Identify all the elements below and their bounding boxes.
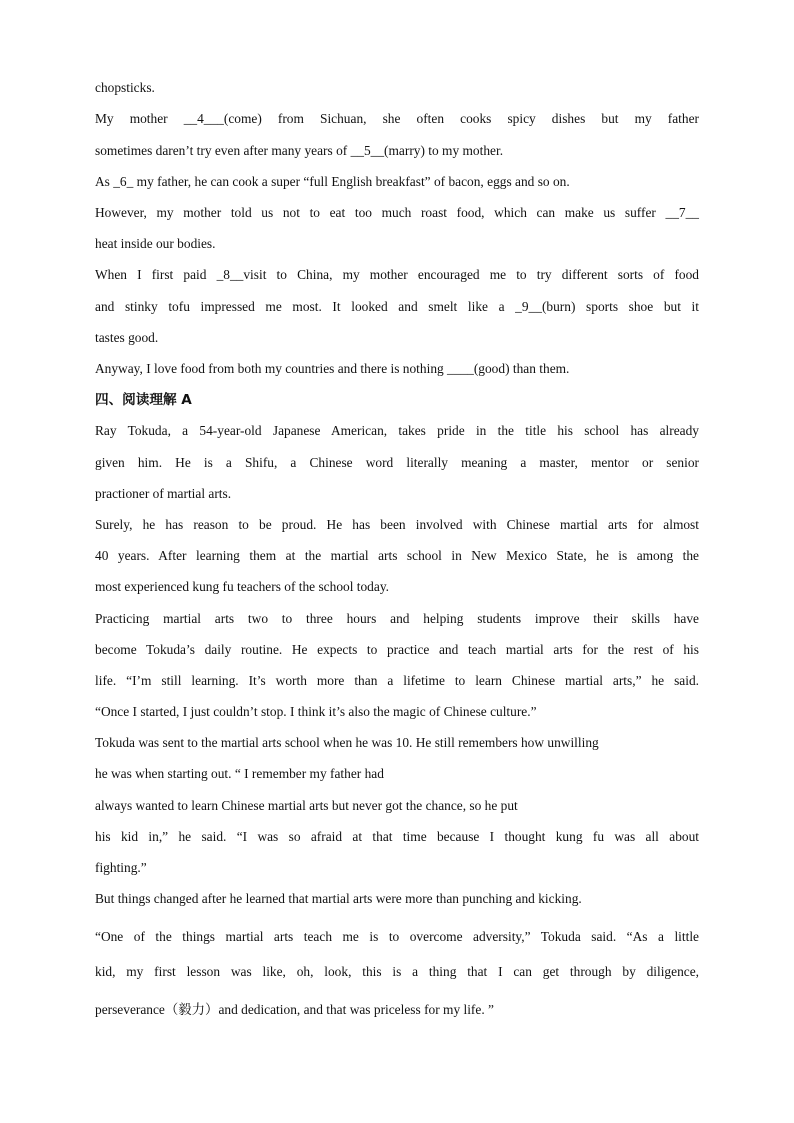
reading-line: 40 years. After learning them at the martial arts school in New Mexico State, he is among the bbox=[95, 548, 699, 563]
reading-line: Surely, he has reason to be proud. He has been involved with Chinese martial arts for almost bbox=[95, 517, 699, 532]
reading-line: his kid in,” he said. “I was so afraid at that time because I thought kung fu was all about bbox=[95, 829, 699, 844]
passage-line: When I first paid _8__visit to China, my mother encouraged me to try different sorts of food bbox=[95, 267, 699, 282]
passage-line: Anyway, I love food from both my countries and there is nothing ____(good) than them. bbox=[95, 361, 570, 376]
passage-line: and stinky tofu impressed me most. It looked and smelt like a _9__(burn) sports shoe but it bbox=[95, 299, 699, 314]
reading-line: Ray Tokuda, a 54-year-old Japanese American, takes pride in the title his school has already bbox=[95, 423, 699, 438]
reading-line: perseverance（毅力）and dedication, and that was priceless for my life. ” bbox=[95, 1002, 494, 1017]
reading-line: become Tokuda’s daily routine. He expects to practice and teach martial arts for the rest of his bbox=[95, 642, 699, 657]
passage-line: As _6_ my father, he can cook a super “full English breakfast” of bacon, eggs and so on. bbox=[95, 174, 570, 189]
reading-line: always wanted to learn Chinese martial arts but never got the chance, so he put bbox=[95, 798, 518, 813]
reading-line: Practicing martial arts two to three hours and helping students improve their skills have bbox=[95, 611, 699, 626]
section-heading: 四、阅读理解 A bbox=[95, 392, 192, 408]
passage-line: heat inside our bodies. bbox=[95, 236, 216, 251]
reading-line: life. “I’m still learning. It’s worth more than a lifetime to learn Chinese martial arts,” he said. bbox=[95, 673, 699, 688]
reading-line: Tokuda was sent to the martial arts school when he was 10. He still remembers how unwilling bbox=[95, 735, 599, 750]
reading-line: he was when starting out. “ I remember my father had bbox=[95, 766, 384, 781]
reading-line: kid, my first lesson was like, oh, look, this is a thing that I can get through by diligence, bbox=[95, 964, 699, 979]
passage-line: tastes good. bbox=[95, 330, 159, 345]
reading-line: “Once I started, I just couldn’t stop. I think it’s also the magic of Chinese culture.” bbox=[95, 704, 537, 719]
passage-line: My mother __4___(come) from Sichuan, she often cooks spicy dishes but my father bbox=[95, 111, 699, 126]
reading-line: But things changed after he learned that martial arts were more than punching and kicking. bbox=[95, 891, 582, 906]
reading-line: fighting.” bbox=[95, 860, 147, 875]
passage-line: sometimes daren’t try even after many years of __5__(marry) to my mother. bbox=[95, 143, 504, 158]
reading-line: practioner of martial arts. bbox=[95, 486, 232, 501]
reading-line: “One of the things martial arts teach me is to overcome adversity,” Tokuda said. “As a little bbox=[95, 929, 699, 944]
passage-line: chopsticks. bbox=[95, 80, 155, 95]
reading-line: given him. He is a Shifu, a Chinese word literally meaning a master, mentor or senior bbox=[95, 455, 699, 470]
reading-line: most experienced kung fu teachers of the school today. bbox=[95, 579, 389, 594]
passage-line: However, my mother told us not to eat too much roast food, which can make us suffer __7__ bbox=[95, 205, 699, 220]
